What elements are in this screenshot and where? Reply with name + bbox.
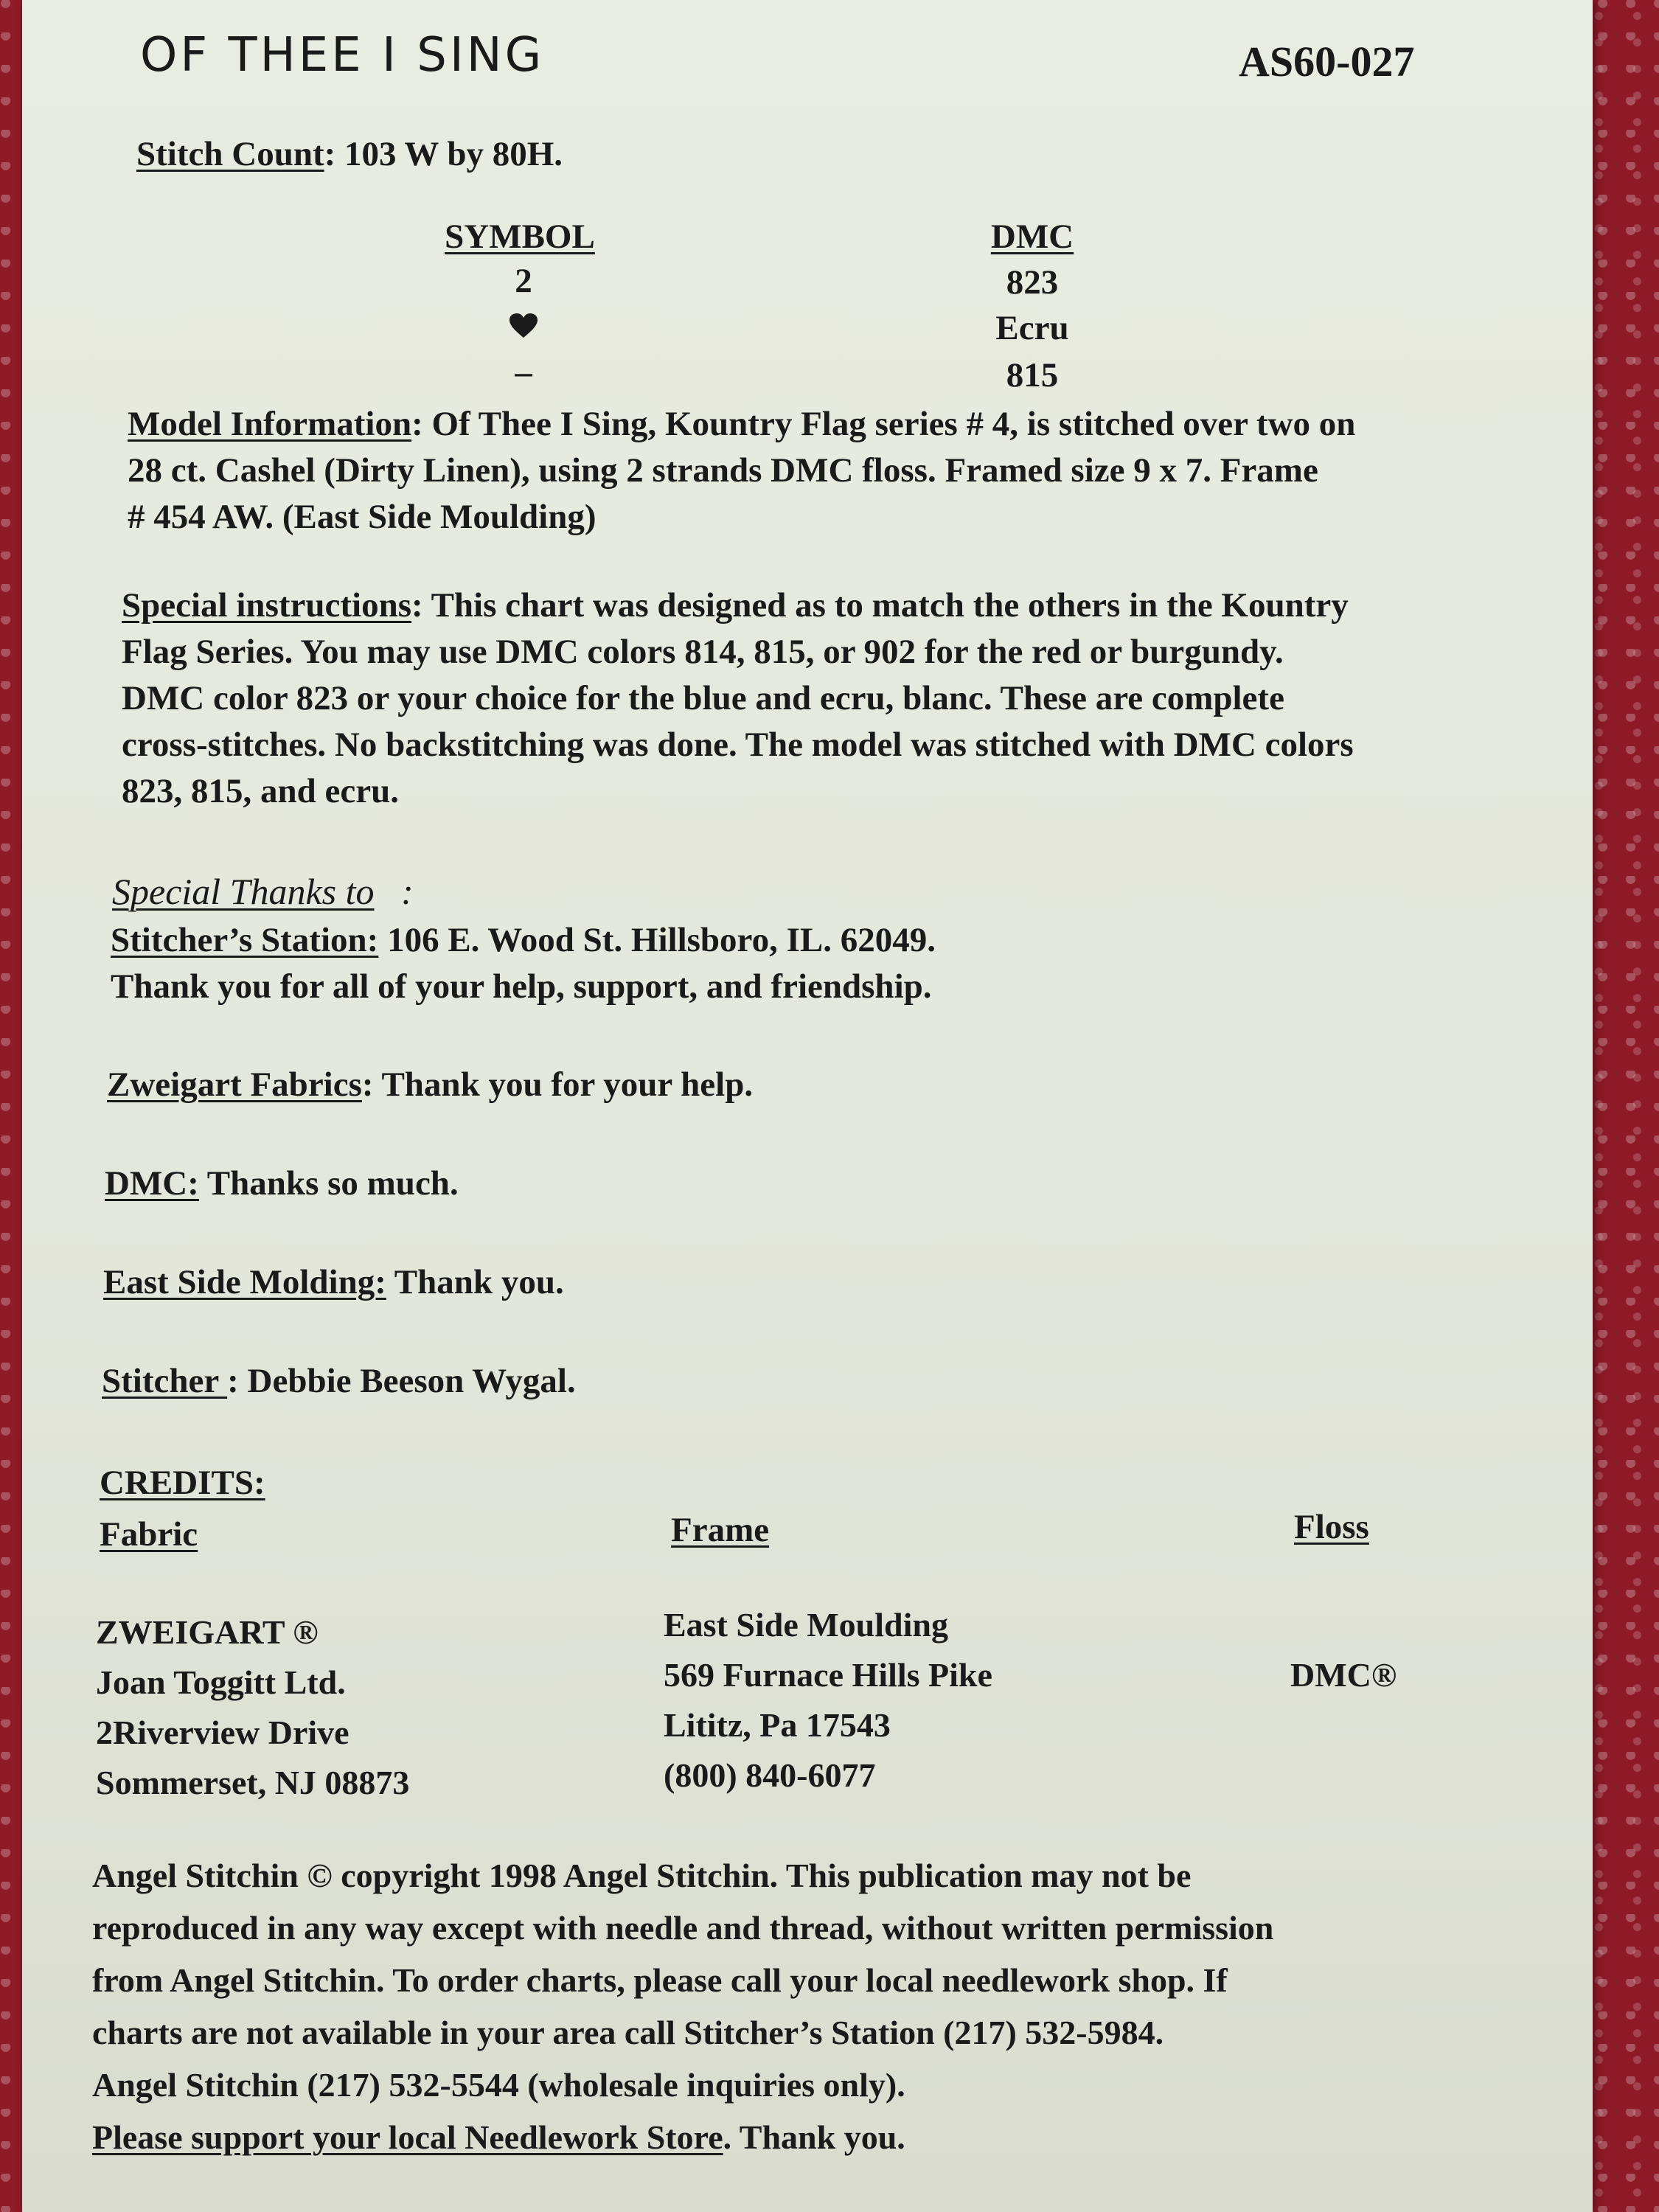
stitcher-value: : Debbie Beeson Wygal. (227, 1362, 576, 1400)
dmc-value: Thanks so much. (198, 1164, 459, 1203)
stitcher-credit (102, 1358, 576, 1405)
molding-value: Thank you. (386, 1263, 564, 1301)
model-information-label: Model Information (128, 405, 412, 443)
credits-title: CREDITS: (100, 1464, 265, 1502)
copyright-block (92, 1849, 1604, 2163)
dmc-header: DMC (990, 218, 1074, 256)
stitchers-station (111, 917, 1512, 1010)
zweigart-label: Zweigart Fabrics (107, 1065, 362, 1104)
dmc-label: DMC: (105, 1164, 199, 1203)
model-information-line: # 454 AW. (East Side Moulding) (128, 498, 597, 536)
stitchers-station-label: Stitcher’s Station: (111, 921, 379, 959)
copyright-line: from Angel Stitchin. To order charts, please call your local needlework shop. If (92, 1961, 1228, 1999)
copyright-line: Angel Stitchin (217) 532-5544 (wholesale inquiries only). (92, 2066, 905, 2104)
dmc-thanks (105, 1161, 459, 1207)
molding-label: East Side Molding: (103, 1263, 386, 1301)
frame-line: (800) 840-6077 (664, 1756, 876, 1794)
copyright-line: reproduced in any way except with needle and thread, without written permission (92, 1909, 1274, 1947)
frame-credit (664, 1600, 992, 1801)
heart-icon (509, 313, 538, 339)
special-instructions-line: Flag Series. You may use DMC colors 814, 815, or 902 for the red or burgundy. (122, 633, 1284, 671)
model-information (128, 401, 1573, 540)
molding-thanks (103, 1259, 564, 1306)
copyright-line: Angel Stitchin © copyright 1998 Angel Stitchin. This publication may not be (92, 1857, 1192, 1894)
special-instructions-label: Special instructions (122, 586, 412, 625)
support-thank-you: . Thank you. (723, 2118, 905, 2156)
special-thanks-colon: : (401, 871, 414, 912)
symbol-header: SYMBOL (445, 218, 595, 256)
support-local-store: Please support your local Needlework Store (92, 2118, 723, 2156)
frame-line: Lititz, Pa 17543 (664, 1706, 891, 1744)
stitch-count-label: Stitch Count (136, 135, 324, 173)
frame-header: Frame (671, 1511, 770, 1549)
model-information-line: 28 ct. Cashel (Dirty Linen), using 2 strands DMC floss. Framed size 9 x 7. Frame (128, 451, 1318, 490)
fabric-line: Joan Toggitt Ltd. (96, 1663, 346, 1701)
stitcher-label: Stitcher (102, 1362, 228, 1400)
fabric-credit (96, 1607, 409, 1808)
model-information-line: : Of Thee I Sing, Kountry Flag series # 4, is stitched over two on (411, 405, 1356, 443)
zweigart-value: : Thank you for your help. (361, 1065, 754, 1104)
legend-dmc: 815 (1006, 356, 1059, 394)
floss-header: Floss (1294, 1508, 1369, 1546)
floss-line: DMC® (1290, 1656, 1397, 1694)
stitch-count-value: : 103 W by 80H. (324, 135, 563, 173)
floss-credit (1290, 1650, 1397, 1700)
stitchers-station-address: 106 E. Wood St. Hillsboro, IL. 62049. (378, 921, 936, 959)
special-instructions (122, 582, 1582, 815)
special-instructions-line: cross-stitches. No backstitching was done. The model was stitched with DMC colors (122, 726, 1354, 764)
stitchers-station-note: Thank you for all of your help, support, and friendship. (111, 967, 932, 1006)
special-instructions-line: 823, 815, and ecru. (122, 772, 399, 810)
fabric-line: 2Riverview Drive (96, 1714, 349, 1751)
fabric-line: ZWEIGART ® (96, 1613, 319, 1651)
copyright-line: charts are not available in your area call Stitcher’s Station (217) 532-5984. (92, 2014, 1164, 2051)
chart-code: AS60-027 (1239, 38, 1415, 86)
legend-symbol: – (515, 353, 532, 392)
frame-line: East Side Moulding (664, 1606, 948, 1644)
special-instructions-line: DMC color 823 or your choice for the blue and ecru, blanc. These are complete (122, 679, 1284, 717)
fabric-header: Fabric (100, 1515, 198, 1554)
legend-dmc: 823 (1006, 263, 1059, 302)
zweigart-thanks (107, 1062, 753, 1108)
legend-symbol: 2 (515, 262, 532, 300)
chart-sheet (22, 0, 1593, 2212)
chart-title: OF THEE I SING (140, 28, 545, 83)
legend-symbol (450, 313, 597, 342)
fabric-line: Sommerset, NJ 08873 (96, 1764, 410, 1801)
frame-line: 569 Furnace Hills Pike (664, 1656, 992, 1694)
special-thanks-heading (112, 870, 414, 913)
stitch-count (136, 131, 563, 177)
special-thanks-label: Special Thanks to (112, 871, 375, 912)
special-instructions-line: : This chart was designed as to match the others in the Kountry (411, 586, 1349, 625)
legend-dmc: Ecru (995, 309, 1069, 347)
